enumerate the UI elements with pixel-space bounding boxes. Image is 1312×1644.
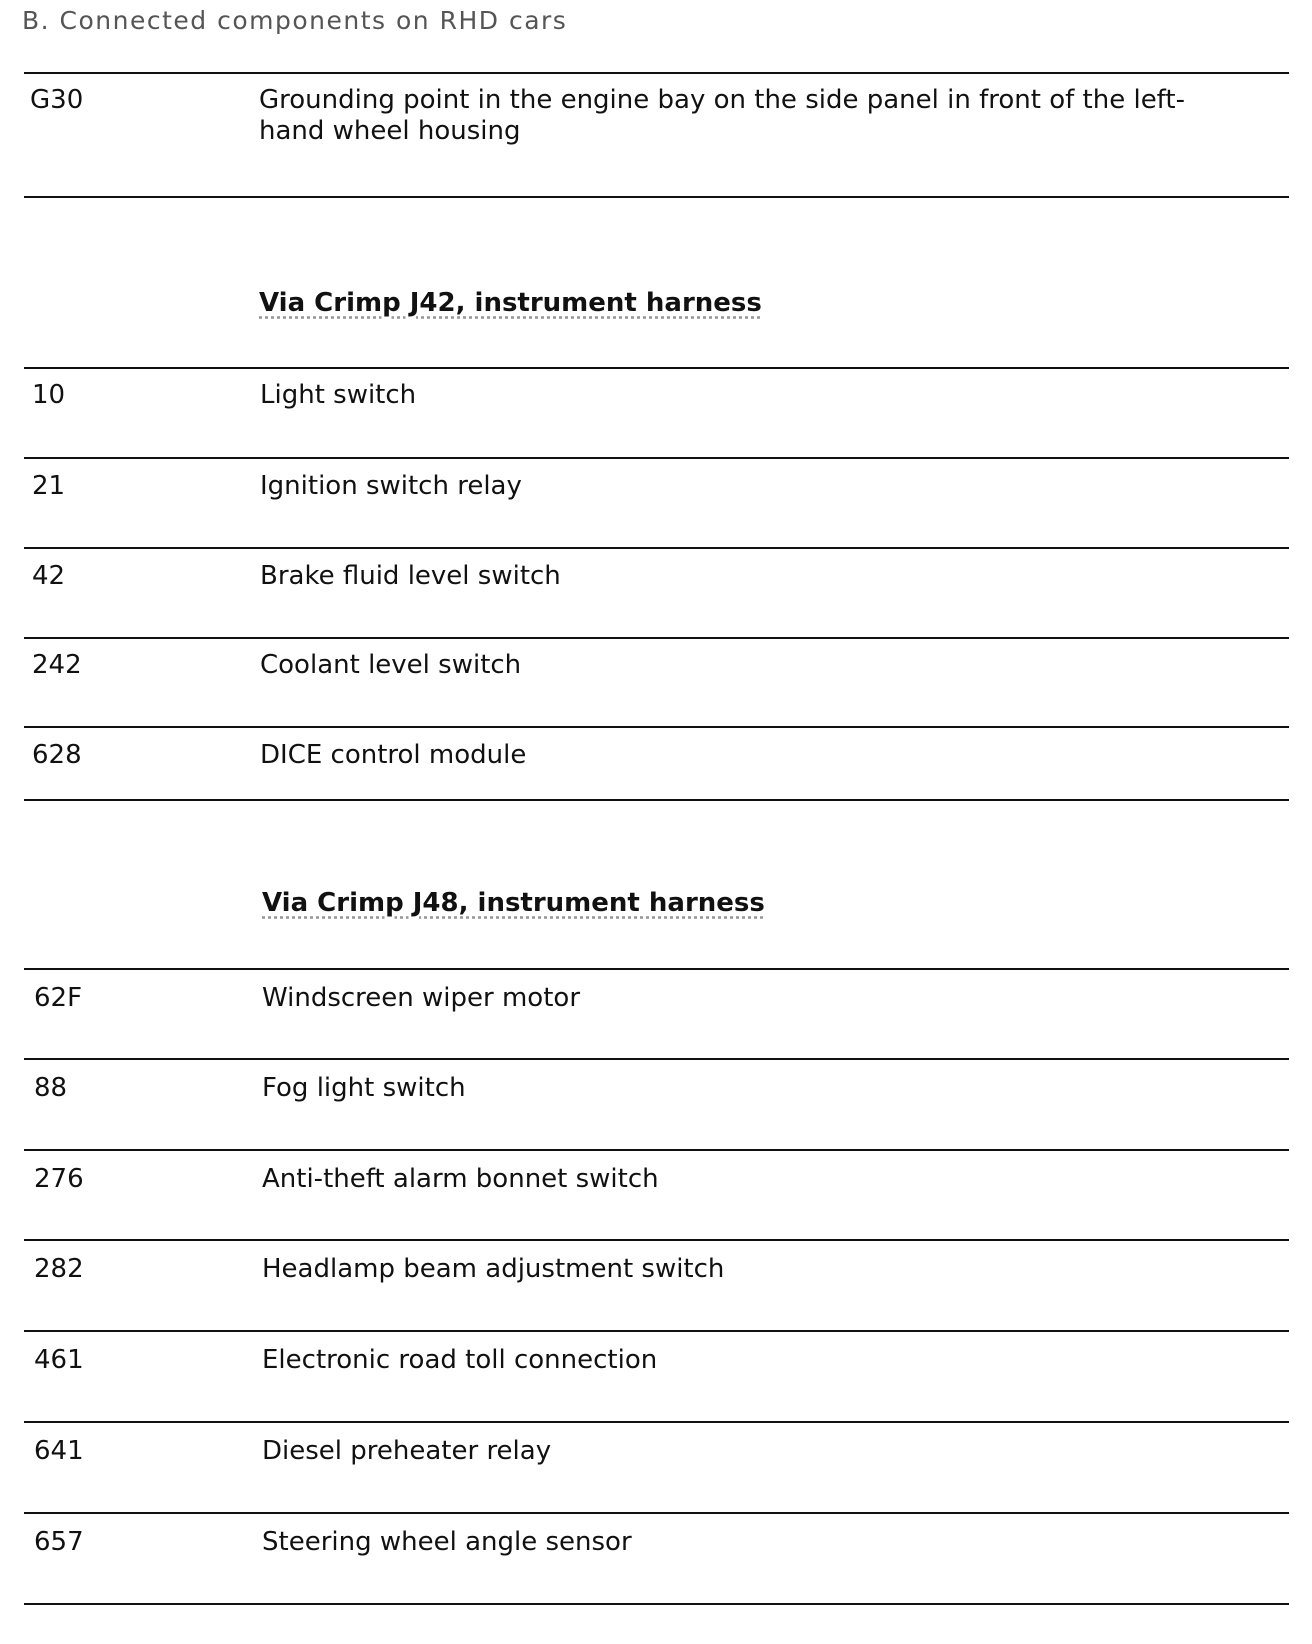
table-rule <box>24 1421 1289 1423</box>
table-rule <box>24 1512 1289 1514</box>
component-code: 657 <box>34 1527 84 1557</box>
table-rule <box>24 1149 1289 1151</box>
table-rule <box>24 1603 1289 1605</box>
component-code: 242 <box>32 650 82 680</box>
component-description: Fog light switch <box>262 1073 466 1103</box>
component-description: Ignition switch relay <box>260 471 522 501</box>
component-description: Grounding point in the engine bay on the side panel in front of the left-hand wheel housing <box>259 85 1185 146</box>
table-rule <box>24 457 1289 459</box>
table-rule <box>24 1058 1289 1060</box>
table-rule <box>24 726 1289 728</box>
component-code: 641 <box>34 1436 84 1466</box>
component-description: Light switch <box>260 380 417 410</box>
table-rule <box>24 367 1289 369</box>
table-rule <box>24 196 1289 198</box>
component-code: 88 <box>34 1073 68 1103</box>
component-code: 62F <box>34 983 83 1013</box>
table-rule <box>24 547 1289 549</box>
table-rule <box>24 1330 1289 1332</box>
component-description: Steering wheel angle sensor <box>262 1527 632 1557</box>
component-description: DICE control module <box>260 740 527 770</box>
component-description: Brake fluid level switch <box>260 561 561 591</box>
component-code: 628 <box>32 740 82 770</box>
component-description: Diesel preheater relay <box>262 1436 552 1466</box>
table-rule <box>24 637 1289 639</box>
component-code: 10 <box>32 380 66 410</box>
section-title: Via Crimp J48, instrument harness <box>262 888 765 918</box>
component-description: Electronic road toll connection <box>262 1345 658 1375</box>
table-rule <box>24 1239 1289 1241</box>
component-code: 461 <box>34 1345 84 1375</box>
table-rule <box>24 799 1289 801</box>
component-description: Windscreen wiper motor <box>262 983 581 1013</box>
page-heading: B. Connected components on RHD cars <box>22 6 568 35</box>
table-rule <box>24 72 1289 74</box>
table-rule <box>24 968 1289 970</box>
component-description: Anti-theft alarm bonnet switch <box>262 1164 659 1194</box>
component-code: 42 <box>32 561 66 591</box>
component-code: 276 <box>34 1164 84 1194</box>
component-code: 21 <box>32 471 66 501</box>
component-description: Coolant level switch <box>260 650 522 680</box>
section-title: Via Crimp J42, instrument harness <box>259 288 762 318</box>
component-code: G30 <box>30 85 84 115</box>
component-description: Headlamp beam adjustment switch <box>262 1254 725 1284</box>
component-code: 282 <box>34 1254 84 1284</box>
